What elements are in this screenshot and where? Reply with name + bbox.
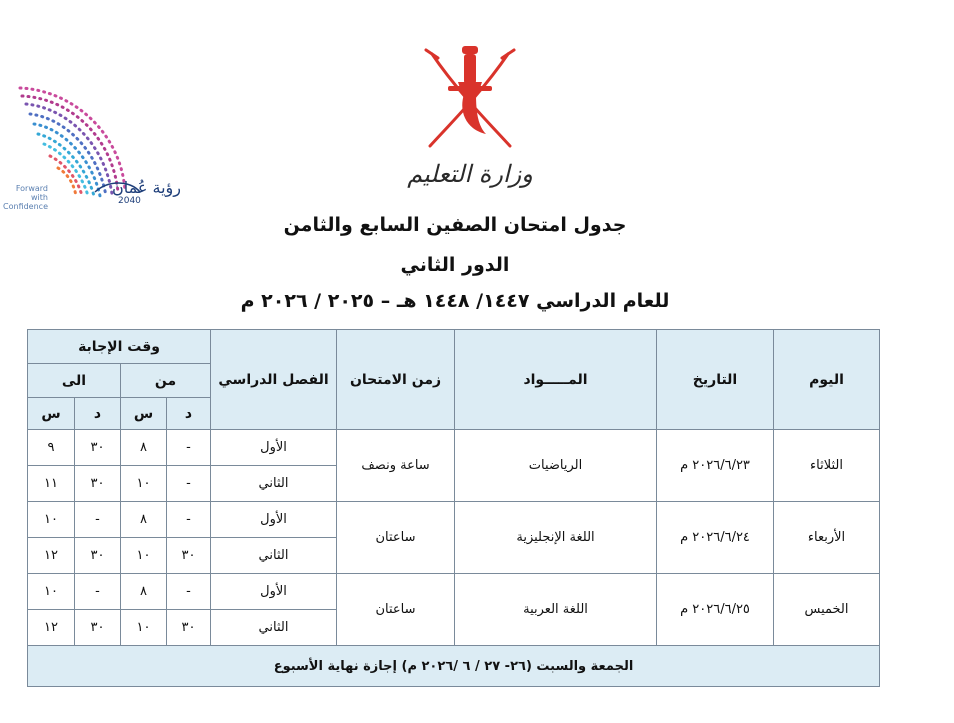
to-hour-cell: ١٢	[28, 610, 75, 646]
vision-title: رؤية عُمان	[112, 178, 181, 197]
header-to-minute: د	[75, 398, 121, 430]
header-date: التاريخ	[657, 330, 774, 430]
duration-cell: ساعة ونصف	[337, 430, 455, 502]
semester-cell: الثاني	[211, 466, 337, 502]
day-cell: الثلاثاء	[774, 430, 880, 502]
header-duration: زمن الامتحان	[337, 330, 455, 430]
to-minute-cell: ٣٠	[75, 610, 121, 646]
from-minute-cell: ٣٠	[167, 610, 211, 646]
schedule-title: جدول امتحان الصفين السابع والثامن	[283, 214, 627, 236]
semester-cell: الأول	[211, 430, 337, 466]
vision-year: 2040	[118, 196, 141, 206]
header-answer-time: وقت الإجابة	[28, 330, 211, 364]
from-hour-cell: ١٠	[121, 610, 167, 646]
exam-schedule-table	[27, 329, 880, 687]
semester-cell: الثاني	[211, 610, 337, 646]
table-row	[28, 430, 880, 466]
subject-cell: اللغة العربية	[455, 574, 657, 646]
duration-cell: ساعتان	[337, 574, 455, 646]
to-minute-cell: ٣٠	[75, 430, 121, 466]
header-to: الى	[28, 364, 121, 398]
table-row	[28, 574, 880, 610]
from-minute-cell: -	[167, 574, 211, 610]
duration-cell: ساعتان	[337, 502, 455, 574]
header-from: من	[121, 364, 211, 398]
from-hour-cell: ١٠	[121, 538, 167, 574]
to-hour-cell: ٩	[28, 430, 75, 466]
from-hour-cell: ٨	[121, 574, 167, 610]
vision-tagline: Forward with Confidence	[3, 184, 48, 211]
day-cell: الأربعاء	[774, 502, 880, 574]
subject-cell: الرياضيات	[455, 430, 657, 502]
schedule-round: الدور الثاني	[400, 254, 510, 276]
to-hour-cell: ١٠	[28, 502, 75, 538]
semester-cell: الثاني	[211, 538, 337, 574]
to-minute-cell: -	[75, 574, 121, 610]
from-minute-cell: -	[167, 502, 211, 538]
date-cell: ٢٠٢٦/٦/٢٤ م	[657, 502, 774, 574]
semester-cell: الأول	[211, 502, 337, 538]
oman-emblem-icon	[418, 42, 522, 154]
header-from-minute: د	[167, 398, 211, 430]
weekend-banner-row	[28, 646, 880, 687]
from-minute-cell: ٣٠	[167, 538, 211, 574]
from-minute-cell: -	[167, 430, 211, 466]
from-hour-cell: ٨	[121, 430, 167, 466]
to-minute-cell: ٣٠	[75, 538, 121, 574]
to-hour-cell: ١١	[28, 466, 75, 502]
header-day: اليوم	[774, 330, 880, 430]
date-cell: ٢٠٢٦/٦/٢٣ م	[657, 430, 774, 502]
semester-cell: الأول	[211, 574, 337, 610]
ministry-name: وزارة التعليم	[407, 160, 533, 188]
table-header-row	[28, 330, 880, 364]
from-minute-cell: -	[167, 466, 211, 502]
to-hour-cell: ١٢	[28, 538, 75, 574]
to-minute-cell: -	[75, 502, 121, 538]
header-to-hour: س	[28, 398, 75, 430]
day-cell: الخميس	[774, 574, 880, 646]
subject-cell: اللغة الإنجليزية	[455, 502, 657, 574]
date-cell: ٢٠٢٦/٦/٢٥ م	[657, 574, 774, 646]
to-hour-cell: ١٠	[28, 574, 75, 610]
table-row	[28, 502, 880, 538]
from-hour-cell: ٨	[121, 502, 167, 538]
header-subject: المـــــواد	[455, 330, 657, 430]
header-from-hour: س	[121, 398, 167, 430]
header-semester: الفصل الدراسي	[211, 330, 337, 430]
schedule-academic-year: للعام الدراسي ١٤٤٧/ ١٤٤٨ هـ – ٢٠٢٥ / ٢٠٢٦ م	[240, 290, 670, 312]
to-minute-cell: ٣٠	[75, 466, 121, 502]
weekend-banner: الجمعة والسبت (٢٦- ٢٧ / ٦ /٢٠٢٦ م) إجازة نهاية الأسبوع	[28, 646, 880, 687]
from-hour-cell: ١٠	[121, 466, 167, 502]
